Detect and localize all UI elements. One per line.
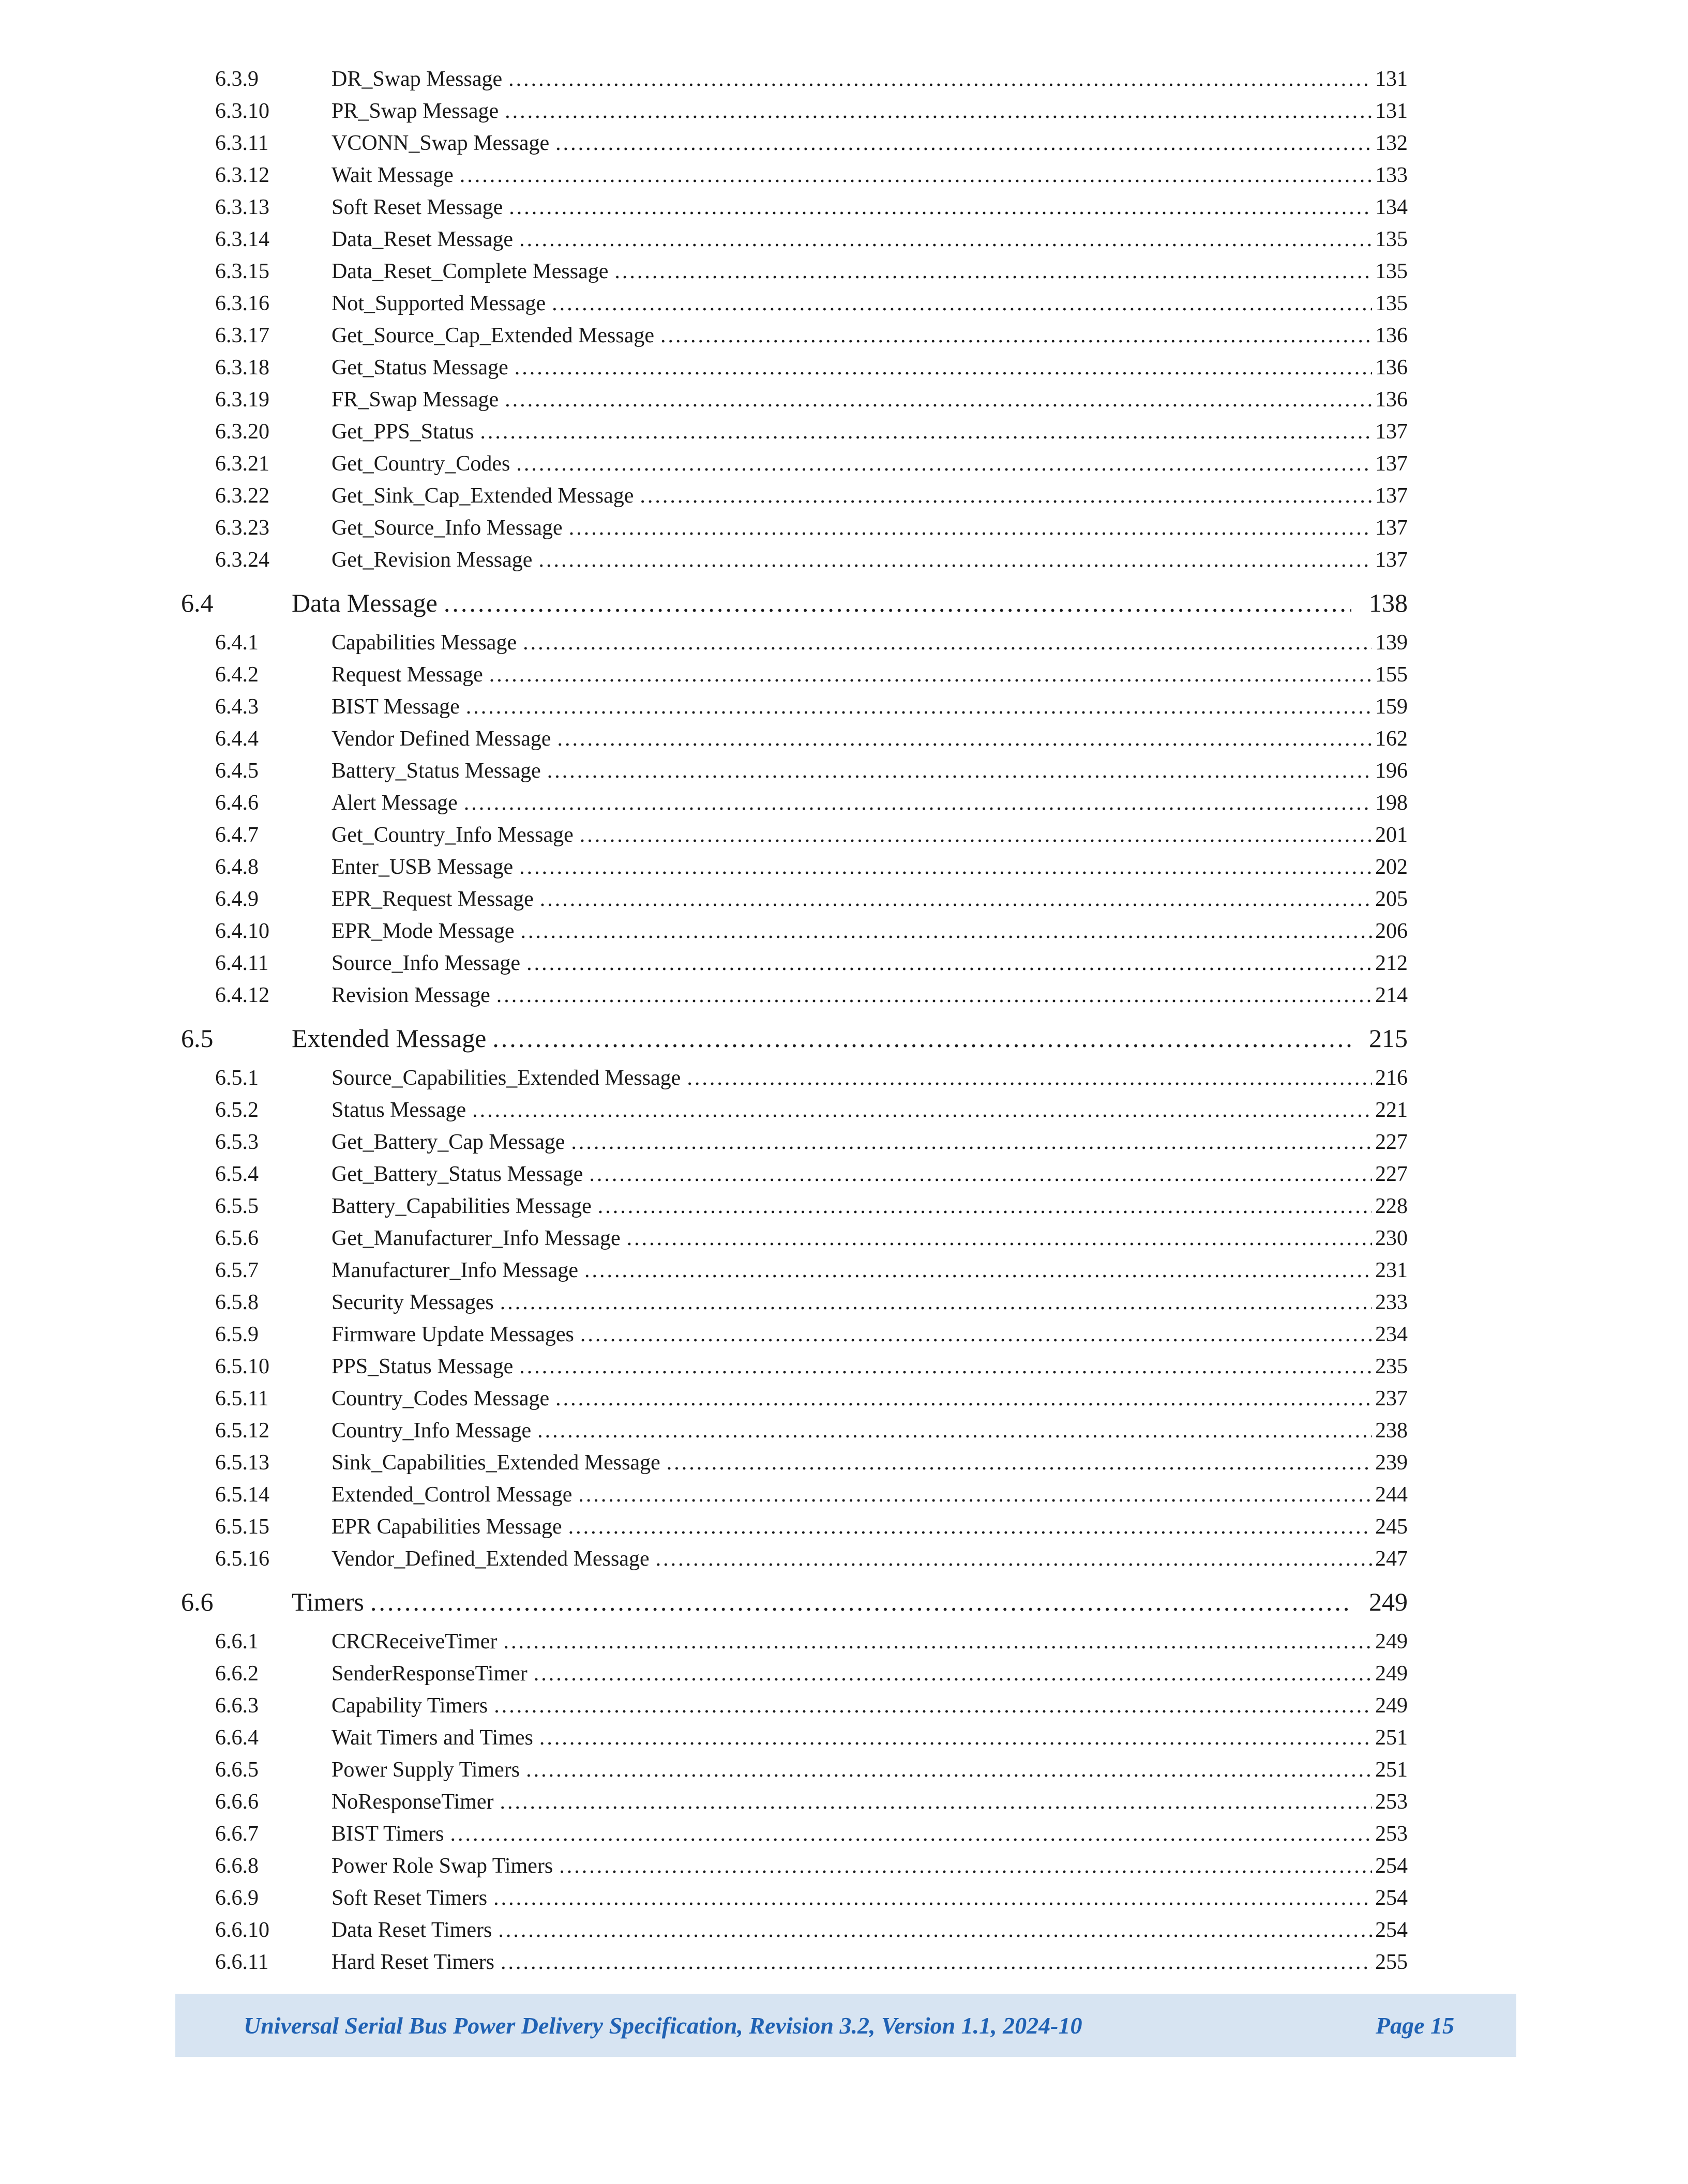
toc-entry: [181, 1786, 1408, 1818]
toc-leader-dots: [493, 1882, 1372, 1914]
toc-entry: [181, 448, 1408, 480]
toc-entry-page: 206: [1375, 919, 1408, 943]
toc-entry-number: 6.4.2: [215, 663, 259, 687]
toc-entry: [181, 1222, 1408, 1254]
toc-entry-title: Soft Reset Timers: [331, 1886, 488, 1910]
toc-leader-dots: [508, 63, 1372, 95]
toc-entry-title: Get_Status Message: [331, 356, 508, 380]
toc-leader-dots: [460, 159, 1372, 191]
toc-leader-dots: [660, 320, 1372, 352]
toc-leader-dots: [450, 1818, 1373, 1850]
toc-entry-number: 6.4.7: [215, 823, 259, 847]
toc-entry: [181, 1318, 1408, 1351]
toc-entry: [181, 1690, 1408, 1722]
toc-entry-title: Extended_Control Message: [331, 1483, 572, 1507]
toc-leader-dots: [571, 1126, 1372, 1158]
toc-entry-title: Battery_Capabilities Message: [331, 1194, 592, 1218]
toc-entry: [181, 1126, 1408, 1158]
toc-entry-title: Country_Codes Message: [331, 1387, 550, 1410]
toc-entry-page: 136: [1375, 324, 1408, 347]
toc-entry-page: 136: [1375, 388, 1408, 412]
toc-leader-dots: [569, 512, 1372, 544]
toc-entry-title: Revision Message: [331, 983, 490, 1007]
toc-entry-page: 228: [1375, 1194, 1408, 1218]
toc-entry-title: Firmware Update Messages: [331, 1323, 574, 1346]
toc-entry-title: Get_Source_Cap_Extended Message: [331, 324, 654, 347]
toc-entry-number: 6.3.12: [215, 163, 269, 187]
toc-entry-page: 136: [1375, 356, 1408, 380]
toc-entry: [181, 1511, 1408, 1543]
toc-entry-title: PPS_Status Message: [331, 1355, 514, 1378]
toc-leader-dots: [505, 384, 1372, 416]
toc-entry: [181, 287, 1408, 320]
toc-entry-page: 133: [1375, 163, 1408, 187]
toc-leader-dots: [523, 627, 1372, 659]
toc-entry-title: Manufacturer_Info Message: [331, 1258, 578, 1282]
toc-entry-title: EPR_Mode Message: [331, 919, 515, 943]
toc-leader-dots: [557, 723, 1372, 755]
toc-entry-page: 214: [1375, 983, 1408, 1007]
toc-entry-number: 6.4.11: [215, 951, 269, 975]
toc-entry-title: Capabilities Message: [331, 631, 517, 655]
toc-leader-dots: [526, 1754, 1372, 1786]
toc-entry-title: Wait Message: [331, 163, 454, 187]
toc-entry-title: Country_Info Message: [331, 1419, 532, 1443]
toc-entry: [181, 480, 1408, 512]
toc-entry-title: Power Role Swap Timers: [331, 1854, 553, 1878]
toc-entry-number: 6.3.13: [215, 195, 269, 219]
toc-entry-title: BIST Message: [331, 695, 460, 719]
toc-entry-page: 253: [1375, 1790, 1408, 1814]
toc-entry: [181, 1094, 1408, 1126]
toc-entry: [181, 1383, 1408, 1415]
toc-entry: [181, 384, 1408, 416]
toc-entry: [181, 95, 1408, 127]
toc-entry-page: 155: [1375, 663, 1408, 687]
toc-entry-number: 6.6: [181, 1587, 214, 1616]
toc-entry: [181, 627, 1408, 659]
toc-entry-number: 6.5.7: [215, 1258, 259, 1282]
toc-entry-page: 135: [1375, 228, 1408, 251]
toc-entry: [181, 723, 1408, 755]
toc-entry-page: 251: [1375, 1758, 1408, 1782]
toc-entry-number: 6.4: [181, 588, 214, 617]
toc-entry: [181, 883, 1408, 915]
toc-entry-title: Get_Revision Message: [331, 548, 533, 572]
toc-entry-title: Security Messages: [331, 1291, 494, 1314]
toc-leader-dots: [584, 1254, 1372, 1286]
toc-leader-dots: [589, 1158, 1372, 1190]
toc-entry-number: 6.4.4: [215, 727, 259, 751]
toc-entry-page: 253: [1375, 1822, 1408, 1846]
toc-entry: [181, 1019, 1408, 1058]
toc-entry-page: 245: [1375, 1515, 1408, 1539]
toc-entry: [181, 255, 1408, 287]
toc-entry-title: EPR Capabilities Message: [331, 1515, 562, 1539]
toc-entry-page: 202: [1375, 855, 1408, 879]
toc-leader-dots: [578, 1479, 1372, 1511]
toc-entry-page: 205: [1375, 887, 1408, 911]
toc-entry-title: Extended Message: [292, 1024, 487, 1053]
toc-entry-title: DR_Swap Message: [331, 67, 503, 91]
toc-leader-dots: [498, 1914, 1372, 1946]
toc-entry-page: 139: [1375, 631, 1408, 655]
toc-entry-page: 137: [1375, 420, 1408, 444]
toc-entry: [181, 416, 1408, 448]
toc-entry-number: 6.5.6: [215, 1226, 259, 1250]
toc-entry-page: 216: [1375, 1066, 1408, 1090]
toc-entry-number: 6.3.24: [215, 548, 269, 572]
toc-entry-number: 6.5.8: [215, 1291, 259, 1314]
toc-entry-number: 6.5.14: [215, 1483, 269, 1507]
toc-leader-dots: [534, 1658, 1372, 1690]
toc-entry-page: 254: [1375, 1854, 1408, 1878]
toc-entry: [181, 1818, 1408, 1850]
toc-entry: [181, 127, 1408, 159]
toc-entry: [181, 1351, 1408, 1383]
toc-entry-title: Data_Reset Message: [331, 228, 514, 251]
toc-entry-title: Get_Manufacturer_Info Message: [331, 1226, 621, 1250]
toc-leader-dots: [515, 352, 1372, 384]
toc-entry-page: 131: [1375, 99, 1408, 123]
toc-entry: [181, 1850, 1408, 1882]
toc-entry-number: 6.6.6: [215, 1790, 259, 1814]
toc-entry-title: Get_PPS_Status: [331, 420, 474, 444]
toc-entry-number: 6.5.10: [215, 1355, 269, 1378]
toc-entry-page: 249: [1375, 1694, 1408, 1718]
toc-entry: [181, 583, 1408, 623]
toc-entry: [181, 755, 1408, 787]
toc-entry-title: PR_Swap Message: [331, 99, 499, 123]
toc-entry-number: 6.4.1: [215, 631, 259, 655]
toc-entry-page: 215: [1369, 1024, 1408, 1053]
toc-entry-page: 138: [1369, 588, 1408, 617]
toc-entry-title: FR_Swap Message: [331, 388, 499, 412]
toc-entry-title: Source_Capabilities_Extended Message: [331, 1066, 681, 1090]
toc-entry-number: 6.5.9: [215, 1323, 259, 1346]
toc-entry-number: 6.5.12: [215, 1419, 269, 1443]
toc-entry: [181, 1946, 1408, 1978]
toc-entry-title: Request Message: [331, 663, 483, 687]
toc-entry-number: 6.4.5: [215, 759, 259, 783]
toc-entry-title: Data_Reset_Complete Message: [331, 260, 609, 283]
toc-entry-number: 6.3.18: [215, 356, 269, 380]
toc-entry: [181, 1254, 1408, 1286]
toc-entry-title: Vendor Defined Message: [331, 727, 551, 751]
toc-leader-dots: [494, 1690, 1372, 1722]
toc-entry: [181, 1158, 1408, 1190]
toc-entry: [181, 1062, 1408, 1094]
toc-entry-number: 6.3.19: [215, 388, 269, 412]
toc-leader-dots: [540, 883, 1372, 915]
toc-entry-title: Status Message: [331, 1098, 466, 1122]
toc-leader-dots: [568, 1511, 1372, 1543]
toc-entry-page: 237: [1375, 1387, 1408, 1410]
toc-entry: [181, 1754, 1408, 1786]
toc-leader-dots: [656, 1543, 1372, 1575]
toc-entry-number: 6.5.13: [215, 1451, 269, 1475]
toc-entry-number: 6.3.16: [215, 292, 269, 315]
toc-entry-title: Capability Timers: [331, 1694, 488, 1718]
toc-leader-dots: [640, 480, 1372, 512]
toc-entry: [181, 1582, 1408, 1621]
toc-entry-title: Source_Info Message: [331, 951, 521, 975]
toc-entry-page: 235: [1375, 1355, 1408, 1378]
toc-entry: [181, 1190, 1408, 1222]
footer: [175, 1994, 1516, 2057]
toc-entry-title: Not_Supported Message: [331, 292, 546, 315]
toc-entry-page: 244: [1375, 1483, 1408, 1507]
toc-entry-number: 6.3.11: [215, 131, 269, 155]
toc-entry-page: 255: [1375, 1950, 1408, 1974]
toc-entry-number: 6.6.5: [215, 1758, 259, 1782]
toc-leader-dots: [480, 416, 1372, 448]
toc-leader-dots: [492, 1019, 1351, 1058]
toc-leader-dots: [370, 1582, 1351, 1621]
toc-entry-number: 6.6.10: [215, 1918, 269, 1942]
toc-entry-title: Data Reset Timers: [331, 1918, 492, 1942]
toc-entry: [181, 512, 1408, 544]
toc-list: [181, 63, 1408, 1978]
toc-entry-title: Sink_Capabilities_Extended Message: [331, 1451, 660, 1475]
toc-entry: [181, 63, 1408, 95]
toc-entry-number: 6.4.3: [215, 695, 259, 719]
toc-entry: [181, 544, 1408, 576]
toc-entry-page: 196: [1375, 759, 1408, 783]
toc-leader-dots: [444, 583, 1351, 623]
toc-entry-page: 137: [1375, 516, 1408, 540]
toc-entry-number: 6.5.16: [215, 1547, 269, 1571]
toc-entry-number: 6.6.11: [215, 1950, 269, 1974]
toc-entry-title: Get_Country_Info Message: [331, 823, 574, 847]
toc-leader-dots: [555, 127, 1372, 159]
toc-leader-dots: [559, 1850, 1372, 1882]
toc-leader-dots: [509, 191, 1372, 223]
toc-entry-number: 6.4.10: [215, 919, 269, 943]
toc-entry-number: 6.4.12: [215, 983, 269, 1007]
toc-leader-dots: [627, 1222, 1372, 1254]
toc-entry: [181, 1447, 1408, 1479]
toc-entry-title: Hard Reset Timers: [331, 1950, 494, 1974]
toc-entry-number: 6.5.3: [215, 1130, 259, 1154]
toc-entry-title: Vendor_Defined_Extended Message: [331, 1547, 650, 1571]
toc-entry-page: 221: [1375, 1098, 1408, 1122]
toc-leader-dots: [538, 544, 1372, 576]
toc-entry-title: Get_Battery_Status Message: [331, 1162, 583, 1186]
toc-entry-number: 6.6.3: [215, 1694, 259, 1718]
toc-entry-number: 6.3.9: [215, 67, 259, 91]
toc-leader-dots: [489, 659, 1372, 691]
toc-leader-dots: [537, 1415, 1372, 1447]
toc-entry-page: 249: [1375, 1630, 1408, 1654]
toc-entry: [181, 659, 1408, 691]
toc-entry-number: 6.4.6: [215, 791, 259, 815]
toc-entry-number: 6.5.5: [215, 1194, 259, 1218]
toc-entry-number: 6.6.8: [215, 1854, 259, 1878]
toc-entry-title: Get_Source_Info Message: [331, 516, 563, 540]
toc-entry-title: Alert Message: [331, 791, 458, 815]
toc-entry-title: EPR_Request Message: [331, 887, 534, 911]
toc-entry: [181, 223, 1408, 255]
toc-entry: [181, 851, 1408, 883]
toc-entry-title: Soft Reset Message: [331, 195, 503, 219]
toc-leader-dots: [503, 1626, 1372, 1658]
toc-entry: [181, 1543, 1408, 1575]
toc-entry-number: 6.6.9: [215, 1886, 259, 1910]
toc-leader-dots: [496, 979, 1372, 1011]
toc-entry-number: 6.6.1: [215, 1630, 259, 1654]
toc-entry-page: 227: [1375, 1130, 1408, 1154]
toc-entry-title: Get_Battery_Cap Message: [331, 1130, 565, 1154]
toc-entry-page: 132: [1375, 131, 1408, 155]
toc-entry-number: 6.6.4: [215, 1726, 259, 1750]
toc-leader-dots: [519, 1351, 1372, 1383]
toc-entry-title: Battery_Status Message: [331, 759, 541, 783]
toc-entry: [181, 1415, 1408, 1447]
toc-entry: [181, 819, 1408, 851]
toc-entry-title: CRCReceiveTimer: [331, 1630, 498, 1654]
toc-leader-dots: [505, 95, 1372, 127]
toc-leader-dots: [500, 1286, 1372, 1318]
toc-entry-page: 233: [1375, 1291, 1408, 1314]
toc-entry-page: 254: [1375, 1918, 1408, 1942]
toc-entry: [181, 691, 1408, 723]
toc-entry: [181, 915, 1408, 947]
toc-leader-dots: [539, 1722, 1372, 1754]
toc-entry-title: BIST Timers: [331, 1822, 444, 1846]
toc-entry: [181, 947, 1408, 979]
toc-leader-dots: [500, 1786, 1372, 1818]
toc-entry-title: Power Supply Timers: [331, 1758, 520, 1782]
toc-leader-dots: [552, 287, 1372, 320]
toc-entry-number: 6.5.1: [215, 1066, 259, 1090]
toc-entry: [181, 1914, 1408, 1946]
toc-entry-number: 6.5.11: [215, 1387, 269, 1410]
toc-leader-dots: [555, 1383, 1372, 1415]
toc-entry-page: 159: [1375, 695, 1408, 719]
toc-entry: [181, 979, 1408, 1011]
toc-entry-number: 6.5.4: [215, 1162, 259, 1186]
toc-entry-number: 6.6.7: [215, 1822, 259, 1846]
toc-entry-number: 6.5.15: [215, 1515, 269, 1539]
toc-leader-dots: [516, 448, 1372, 480]
toc-entry-number: 6.5.2: [215, 1098, 259, 1122]
toc-leader-dots: [667, 1447, 1372, 1479]
toc-entry-title: Data Message: [292, 588, 438, 617]
toc-entry-page: 227: [1375, 1162, 1408, 1186]
toc-entry-page: 238: [1375, 1419, 1408, 1443]
toc-leader-dots: [687, 1062, 1372, 1094]
toc-entry-number: 6.3.14: [215, 228, 269, 251]
toc-entry-number: 6.4.9: [215, 887, 259, 911]
toc-entry-title: VCONN_Swap Message: [331, 131, 550, 155]
toc-entry-title: Wait Timers and Times: [331, 1726, 533, 1750]
toc-entry-page: 234: [1375, 1323, 1408, 1346]
toc-entry-number: 6.4.8: [215, 855, 259, 879]
toc-entry: [181, 191, 1408, 223]
toc-entry-number: 6.3.22: [215, 484, 269, 508]
toc-entry: [181, 352, 1408, 384]
toc-leader-dots: [472, 1094, 1372, 1126]
toc-entry: [181, 1722, 1408, 1754]
toc-entry: [181, 1479, 1408, 1511]
toc-entry-page: 239: [1375, 1451, 1408, 1475]
toc-entry: [181, 1286, 1408, 1318]
toc-entry-page: 231: [1375, 1258, 1408, 1282]
toc-entry-page: 131: [1375, 67, 1408, 91]
toc-entry-title: Get_Country_Codes: [331, 452, 510, 476]
toc-leader-dots: [501, 1946, 1372, 1978]
toc-entry-page: 201: [1375, 823, 1408, 847]
toc-entry-number: 6.5: [181, 1024, 214, 1053]
toc-entry-title: Timers: [292, 1587, 364, 1616]
toc-leader-dots: [614, 255, 1372, 287]
toc-leader-dots: [580, 819, 1372, 851]
toc-leader-dots: [464, 787, 1372, 819]
toc-entry-page: 135: [1375, 260, 1408, 283]
toc-entry-page: 162: [1375, 727, 1408, 751]
footer-text: Universal Serial Bus Power Delivery Specification, Revision 3.2, Version 1.1, 2024-10: [244, 2012, 1082, 2039]
toc-leader-dots: [580, 1318, 1372, 1351]
toc-entry-page: 249: [1375, 1662, 1408, 1686]
toc-entry-page: 212: [1375, 951, 1408, 975]
toc-entry-page: 251: [1375, 1726, 1408, 1750]
toc-entry-number: 6.3.23: [215, 516, 269, 540]
toc-leader-dots: [598, 1190, 1372, 1222]
toc-entry: [181, 1658, 1408, 1690]
toc-entry-title: Enter_USB Message: [331, 855, 514, 879]
toc-entry-number: 6.3.21: [215, 452, 269, 476]
footer-page-label: Page 15: [1375, 2012, 1454, 2039]
toc-entry-number: 6.3.17: [215, 324, 269, 347]
toc-entry: [181, 320, 1408, 352]
toc-entry-title: Get_Sink_Cap_Extended Message: [331, 484, 634, 508]
toc-entry-page: 249: [1369, 1587, 1408, 1616]
toc-leader-dots: [519, 851, 1372, 883]
toc-leader-dots: [519, 223, 1372, 255]
toc-leader-dots: [520, 915, 1372, 947]
toc-leader-dots: [547, 755, 1372, 787]
toc-entry-title: SenderResponseTimer: [331, 1662, 528, 1686]
toc-entry: [181, 1626, 1408, 1658]
toc-entry-number: 6.3.15: [215, 260, 269, 283]
toc-entry-page: 137: [1375, 452, 1408, 476]
toc-entry: [181, 1882, 1408, 1914]
toc-entry-page: 198: [1375, 791, 1408, 815]
toc-entry-page: 247: [1375, 1547, 1408, 1571]
toc-entry: [181, 787, 1408, 819]
toc-entry-page: 137: [1375, 548, 1408, 572]
toc-entry-number: 6.3.10: [215, 99, 269, 123]
toc-entry-page: 137: [1375, 484, 1408, 508]
toc-entry-number: 6.3.20: [215, 420, 269, 444]
toc-entry-page: 254: [1375, 1886, 1408, 1910]
toc-entry-number: 6.6.2: [215, 1662, 259, 1686]
toc-entry-page: 230: [1375, 1226, 1408, 1250]
toc-entry: [181, 159, 1408, 191]
toc-leader-dots: [466, 691, 1372, 723]
toc-leader-dots: [526, 947, 1372, 979]
toc-entry-title: NoResponseTimer: [331, 1790, 494, 1814]
toc-entry-page: 134: [1375, 195, 1408, 219]
toc-entry-page: 135: [1375, 292, 1408, 315]
